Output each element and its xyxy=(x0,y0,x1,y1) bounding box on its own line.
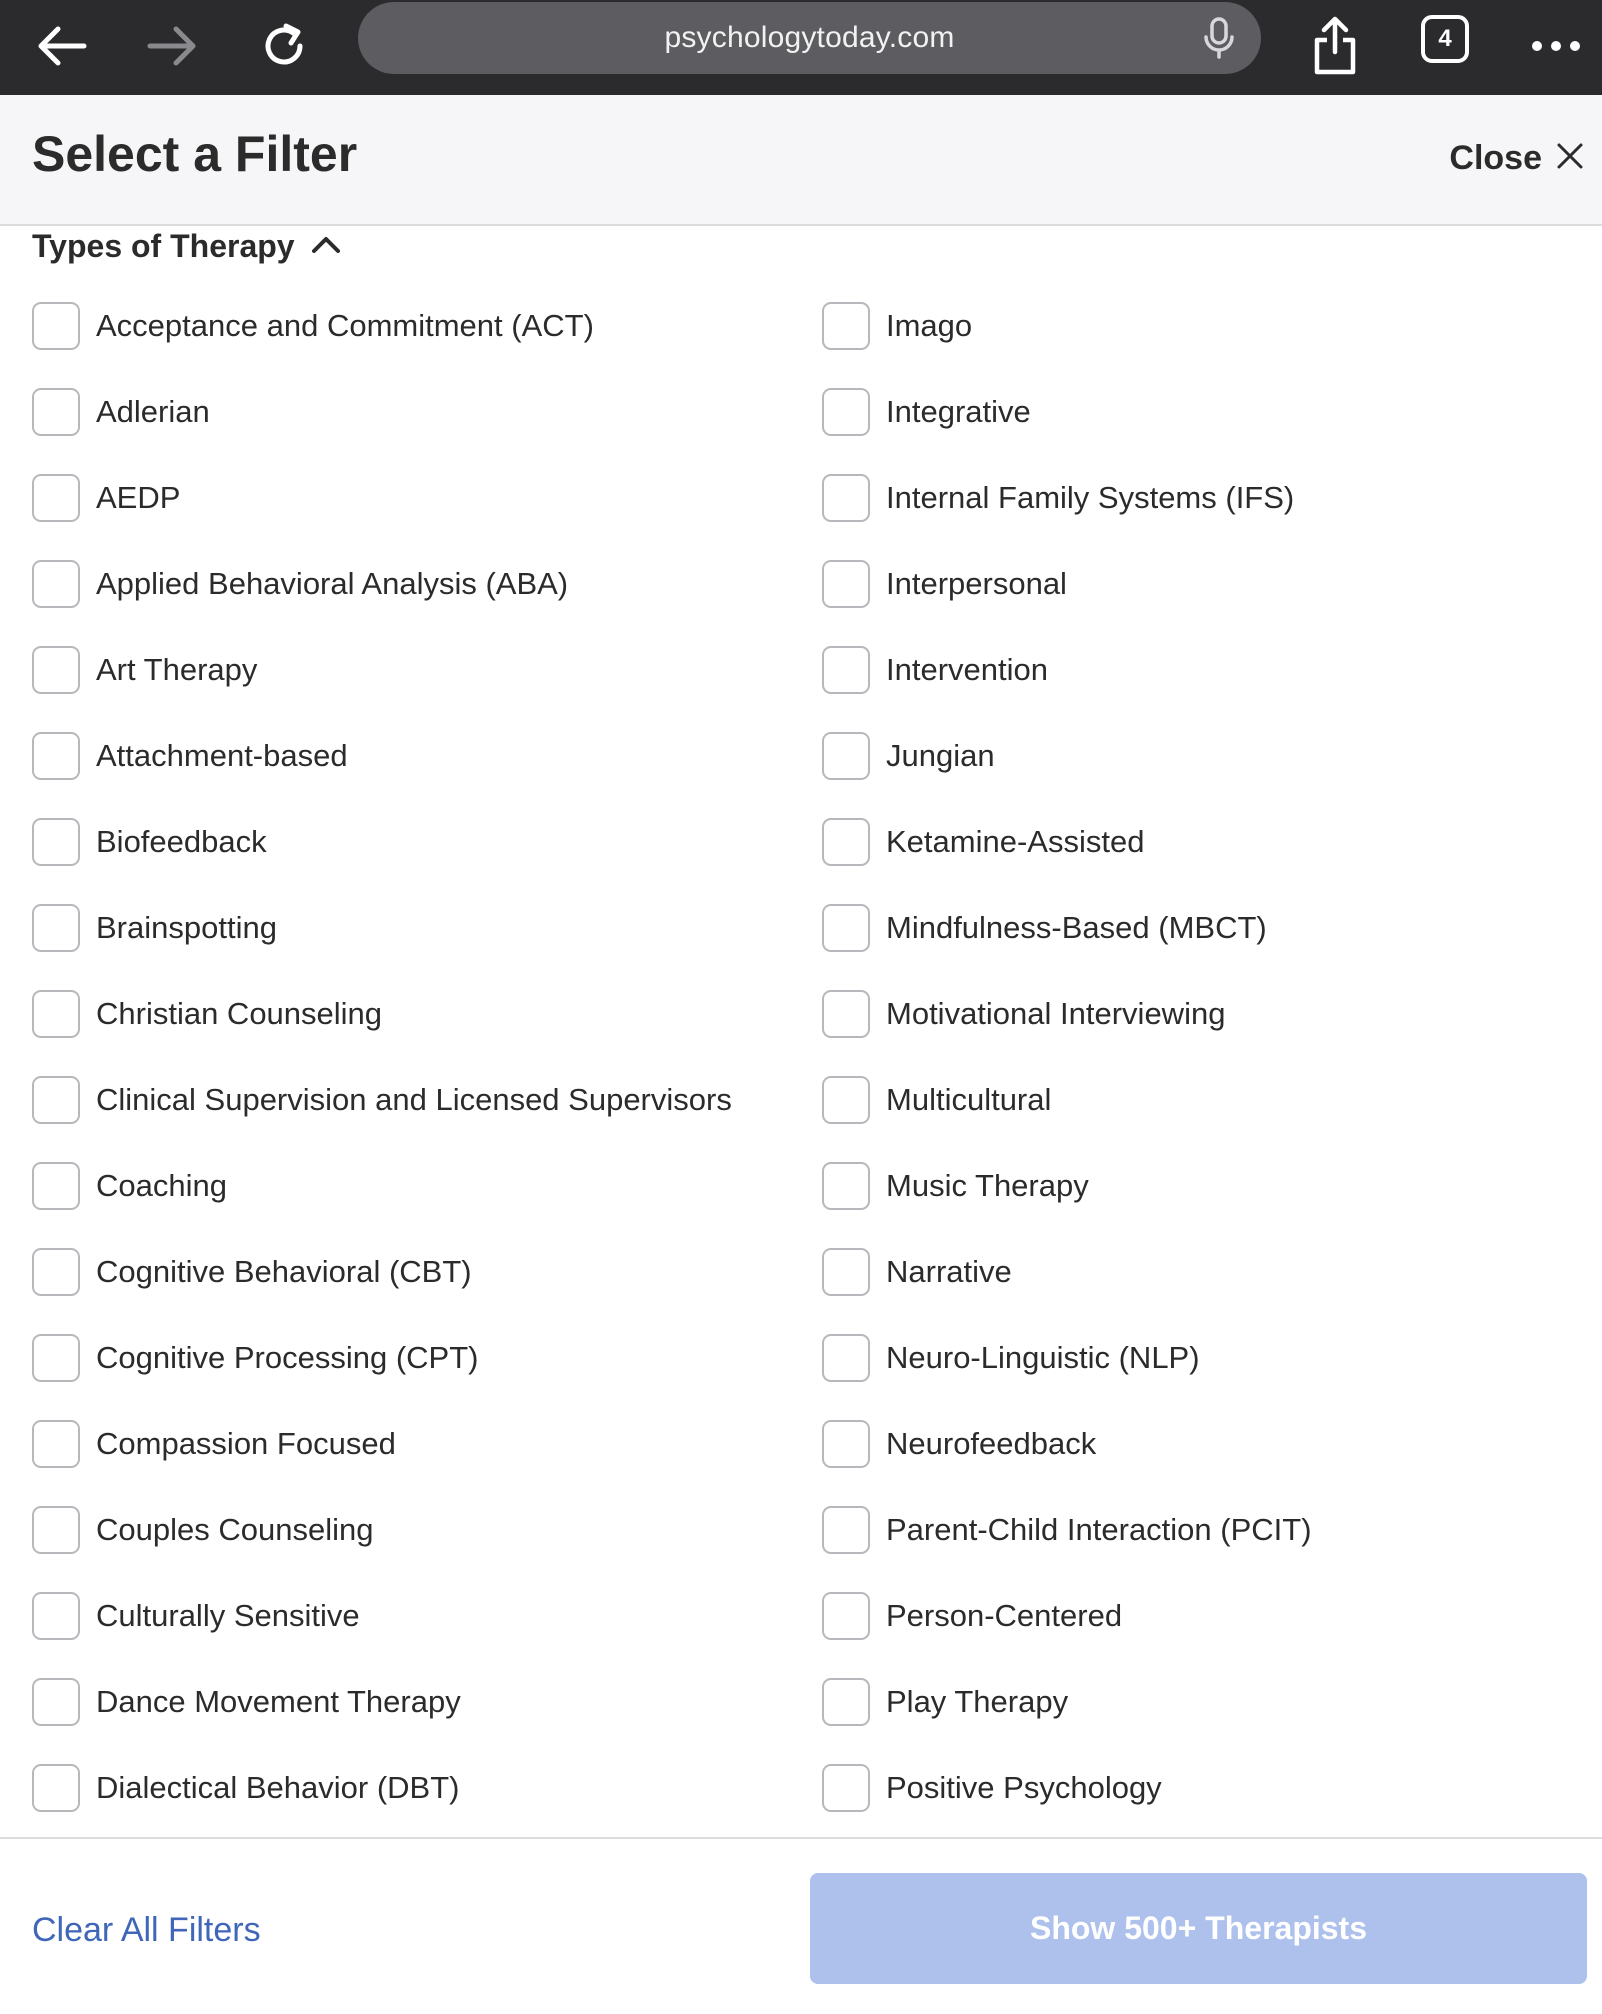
filter-option-label: Positive Psychology xyxy=(886,1770,1162,1805)
filter-option[interactable] xyxy=(32,627,812,713)
filter-option-label: Adlerian xyxy=(96,394,210,429)
tabs-icon[interactable]: 4 xyxy=(1421,15,1469,63)
filter-option[interactable] xyxy=(822,627,1582,713)
filter-checkbox[interactable] xyxy=(32,1248,80,1296)
filter-option[interactable] xyxy=(32,885,812,971)
filter-option-label: Mindfulness-Based (MBCT) xyxy=(886,910,1267,945)
close-label: Close xyxy=(1449,138,1542,177)
filter-option[interactable] xyxy=(32,1143,812,1229)
filter-checkbox[interactable] xyxy=(822,646,870,694)
filter-option[interactable] xyxy=(822,369,1582,455)
filter-checkbox[interactable] xyxy=(822,1506,870,1554)
filter-checkbox[interactable] xyxy=(32,990,80,1038)
filter-option[interactable] xyxy=(822,541,1582,627)
close-button[interactable] xyxy=(1449,133,1584,183)
filter-option[interactable] xyxy=(822,1573,1582,1659)
filter-option[interactable] xyxy=(32,971,812,1057)
filter-option[interactable] xyxy=(822,1659,1582,1745)
filter-option-label: Integrative xyxy=(886,394,1031,429)
filter-option[interactable] xyxy=(32,455,812,541)
filter-option[interactable] xyxy=(822,455,1582,541)
options-column-left xyxy=(32,283,812,1831)
filter-checkbox[interactable] xyxy=(32,1592,80,1640)
filter-option[interactable] xyxy=(32,1487,812,1573)
filter-checkbox[interactable] xyxy=(32,1764,80,1812)
filter-option[interactable] xyxy=(32,1573,812,1659)
filter-option-label: Imago xyxy=(886,308,973,343)
filter-option-label: Jungian xyxy=(886,738,995,773)
section-toggle-types-of-therapy[interactable] xyxy=(32,226,341,266)
filter-option[interactable] xyxy=(822,1487,1582,1573)
filter-option[interactable] xyxy=(32,1057,812,1143)
filter-option-label: Play Therapy xyxy=(886,1684,1069,1719)
filter-option[interactable] xyxy=(822,885,1582,971)
filter-checkbox[interactable] xyxy=(32,302,80,350)
show-therapists-button[interactable]: Show 500+ Therapists xyxy=(810,1873,1587,1984)
filter-checkbox[interactable] xyxy=(32,474,80,522)
filter-option-label: Coaching xyxy=(96,1168,227,1203)
filter-option[interactable] xyxy=(822,1401,1582,1487)
filter-option[interactable] xyxy=(822,971,1582,1057)
therapy-options xyxy=(0,283,1602,1838)
filter-checkbox[interactable] xyxy=(32,732,80,780)
filter-option-label: Internal Family Systems (IFS) xyxy=(886,480,1295,515)
filter-option-label: Cognitive Processing (CPT) xyxy=(96,1340,479,1375)
filter-option[interactable] xyxy=(822,1143,1582,1229)
filter-checkbox[interactable] xyxy=(32,646,80,694)
filter-checkbox[interactable] xyxy=(822,1162,870,1210)
filter-checkbox[interactable] xyxy=(32,818,80,866)
close-icon xyxy=(1556,142,1584,175)
filter-option-label: Clinical Supervision and Licensed Supervisors xyxy=(96,1082,732,1117)
filter-option-label: Motivational Interviewing xyxy=(886,996,1226,1031)
filter-checkbox[interactable] xyxy=(32,560,80,608)
filter-option-label: Acceptance and Commitment (ACT) xyxy=(96,308,594,343)
modal-title: Select a Filter xyxy=(32,126,358,182)
filter-checkbox[interactable] xyxy=(822,990,870,1038)
filter-option[interactable] xyxy=(32,1745,812,1831)
options-column-right xyxy=(822,283,1582,1831)
filter-checkbox[interactable] xyxy=(822,1764,870,1812)
filter-option-label: Dance Movement Therapy xyxy=(96,1684,461,1719)
browser-toolbar xyxy=(0,0,1602,95)
chevron-up-icon xyxy=(311,234,341,259)
filter-checkbox[interactable] xyxy=(32,904,80,952)
filter-checkbox[interactable] xyxy=(32,1162,80,1210)
filter-checkbox[interactable] xyxy=(32,1076,80,1124)
filter-option-label: Art Therapy xyxy=(96,652,258,687)
filter-checkbox[interactable] xyxy=(32,1420,80,1468)
address-bar[interactable] xyxy=(358,2,1261,74)
filter-option-label: Brainspotting xyxy=(96,910,277,945)
filter-checkbox[interactable] xyxy=(822,818,870,866)
filter-checkbox[interactable] xyxy=(822,1076,870,1124)
filter-option[interactable] xyxy=(32,1315,812,1401)
share-icon[interactable] xyxy=(1303,14,1367,78)
filter-checkbox[interactable] xyxy=(822,474,870,522)
filter-option-label: Intervention xyxy=(886,652,1048,687)
filter-checkbox[interactable] xyxy=(822,302,870,350)
filter-option[interactable] xyxy=(32,713,812,799)
filter-option-label: Music Therapy xyxy=(886,1168,1089,1203)
filter-option[interactable] xyxy=(32,369,812,455)
filter-option-label: Biofeedback xyxy=(96,824,267,859)
filter-checkbox[interactable] xyxy=(822,1248,870,1296)
filter-option[interactable] xyxy=(822,799,1582,885)
filter-option-label: Person-Centered xyxy=(886,1598,1123,1633)
filter-option[interactable] xyxy=(32,541,812,627)
filter-checkbox[interactable] xyxy=(822,1420,870,1468)
filter-option[interactable] xyxy=(822,1315,1582,1401)
filter-option-label: Ketamine-Assisted xyxy=(886,824,1145,859)
filter-checkbox[interactable] xyxy=(822,1592,870,1640)
forward-arrow-icon[interactable] xyxy=(140,14,204,78)
clear-all-filters-link[interactable]: Clear All Filters xyxy=(32,1911,261,1949)
filter-option-label: AEDP xyxy=(96,480,181,515)
filter-option-label: Culturally Sensitive xyxy=(96,1598,360,1633)
filter-checkbox[interactable] xyxy=(32,388,80,436)
filter-option[interactable] xyxy=(32,1659,812,1745)
filter-option-label: Neurofeedback xyxy=(886,1426,1097,1461)
filter-checkbox[interactable] xyxy=(32,1334,80,1382)
filter-checkbox[interactable] xyxy=(822,1334,870,1382)
filter-option[interactable] xyxy=(32,1401,812,1487)
filter-option-label: Cognitive Behavioral (CBT) xyxy=(96,1254,472,1289)
filter-checkbox[interactable] xyxy=(822,732,870,780)
reload-icon[interactable] xyxy=(252,14,316,78)
filter-option-label: Attachment-based xyxy=(96,738,348,773)
filter-option[interactable] xyxy=(822,1229,1582,1315)
filter-option-label: Compassion Focused xyxy=(96,1426,396,1461)
filter-option-label: Parent-Child Interaction (PCIT) xyxy=(886,1512,1312,1547)
filter-checkbox[interactable] xyxy=(822,1678,870,1726)
filter-option-label: Couples Counseling xyxy=(96,1512,374,1547)
filter-option[interactable] xyxy=(32,1229,812,1315)
filter-option[interactable] xyxy=(32,799,812,885)
filter-option[interactable] xyxy=(822,283,1582,369)
filter-option[interactable] xyxy=(822,1745,1582,1831)
url-text: psychologytoday.com xyxy=(664,21,955,54)
more-icon[interactable] xyxy=(1524,14,1588,78)
filter-checkbox[interactable] xyxy=(32,1678,80,1726)
filter-option-label: Multicultural xyxy=(886,1082,1052,1117)
filter-option[interactable] xyxy=(822,1057,1582,1143)
modal-footer xyxy=(0,1837,1602,2014)
modal-header xyxy=(0,95,1602,226)
filter-checkbox[interactable] xyxy=(822,388,870,436)
filter-checkbox[interactable] xyxy=(822,904,870,952)
filter-option-label: Neuro-Linguistic (NLP) xyxy=(886,1340,1200,1375)
filter-option[interactable] xyxy=(822,713,1582,799)
filter-option-label: Interpersonal xyxy=(886,566,1067,601)
filter-option-label: Narrative xyxy=(886,1254,1012,1289)
filter-checkbox[interactable] xyxy=(822,560,870,608)
filter-option-label: Christian Counseling xyxy=(96,996,383,1031)
back-arrow-icon[interactable] xyxy=(30,14,94,78)
filter-option-label: Applied Behavioral Analysis (ABA) xyxy=(96,566,569,601)
filter-checkbox[interactable] xyxy=(32,1506,80,1554)
section-title: Types of Therapy xyxy=(32,227,295,264)
filter-option-label: Dialectical Behavior (DBT) xyxy=(96,1770,460,1805)
filter-option[interactable] xyxy=(32,283,812,369)
microphone-icon[interactable] xyxy=(1197,16,1241,60)
